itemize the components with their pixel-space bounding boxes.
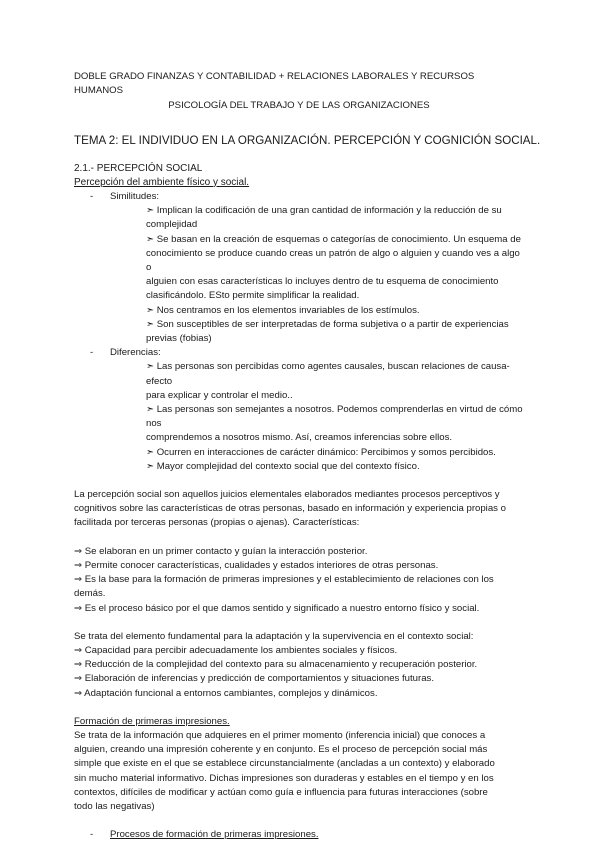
list-line: Se trata del elemento fundamental para la adaptación y la supervivencia en el contexto social:	[74, 630, 474, 642]
list-line: ➣ Mayor complejidad del contexto social que del contexto físico.	[146, 460, 420, 472]
list-line: ➣ Las personas son percibidas como agentes causales, buscan relaciones de causa-efecto	[146, 361, 510, 387]
formacion-title: Formación de primeras impresiones.	[74, 715, 230, 727]
adaptacion-list	[74, 630, 524, 701]
list-line: ⇒ Adaptación funcional a entornos cambiantes, complejos y dinámicos.	[74, 687, 378, 699]
paragraph-line: todo las negativas)	[74, 800, 155, 812]
list-line: ⇒ Permite conocer características, cualidades y estados interiores de otras personas.	[74, 559, 439, 571]
list-line: ⇒ Capacidad para percibir adecuadamente los ambientes sociales y físicos.	[74, 644, 398, 656]
similitudes-list	[110, 204, 524, 346]
list-line: demás.	[74, 588, 106, 600]
procesos-item	[74, 828, 524, 842]
definition-paragraph	[74, 488, 524, 531]
list-line: complejidad	[146, 219, 198, 231]
list-line: alguien con esas características lo incluyes dentro de tu esquema de conocimiento	[146, 276, 499, 288]
list-line: ⇒ Reducción de la complejidad del contexto para su almacenamiento y recuperación posterior.	[74, 659, 478, 671]
list-line: clasificándolo. ESto permite simplificar la realidad.	[146, 290, 360, 302]
paragraph-line: Se trata de la información que adquieres en el primer momento (inferencia inicial) que conoces a	[74, 729, 486, 741]
bullet-dash: -	[90, 347, 94, 359]
list-line: previas (fobias)	[146, 333, 212, 345]
paragraph-line: contextos, difíciles de modificar y actúan como guía e influencia para futuras interacciones (sobre	[74, 786, 488, 798]
paragraph-line: facilitada por terceras personas (propias o ajenas). Características:	[74, 517, 360, 529]
subject-title: PSICOLOGÍA DEL TRABAJO Y DE LAS ORGANIZACIONES	[168, 100, 430, 112]
similitudes-block	[74, 190, 524, 346]
list-line: comprendemos a nosotros mismo. Así, creamos inferencias sobre ellos.	[146, 432, 453, 444]
list-line: para explicar y controlar el medio..	[146, 389, 293, 401]
list-line: ➣ Las personas son semejantes a nosotros. Podemos comprenderlas en virtud de cómo nos	[146, 404, 523, 430]
similitudes-label: Similitudes:	[110, 191, 160, 203]
paragraph-line: alguien, creando una impresión coherente y en conjunto. Es el proceso de percepción social más	[74, 744, 488, 756]
list-line: ➣ Se basan en la creación de esquemas o categorías de conocimiento. Un esquema de	[146, 233, 521, 245]
list-line: ⇒ Es la base para la formación de primeras impresiones y el establecimiento de relaciones con los	[74, 574, 494, 586]
section-title: 2.1.- PERCEPCIÓN SOCIAL	[74, 162, 203, 174]
procesos-title: Procesos de formación de primeras impresiones.	[110, 829, 319, 841]
section-percepcion-social	[74, 162, 524, 190]
tema-title: TEMA 2: EL INDIVIDUO EN LA ORGANIZACIÓN. PERCEPCIÓN Y COGNICIÓN SOCIAL.	[74, 133, 541, 147]
list-line: ➣ Ocurren en interacciones de carácter dinámico: Percibimos y somos percibidos.	[146, 446, 496, 458]
diferencias-block	[74, 346, 524, 474]
list-line: ➣ Nos centramos en los elementos invariables de los estímulos.	[146, 304, 420, 316]
paragraph-line: cognitivos sobre las características de otras personas, basado en información y experiencia propias o	[74, 503, 506, 515]
list-line: ⇒ Es el proceso básico por el que damos sentido y significado a nuestro entorno físico y social.	[74, 602, 480, 614]
bullet-dash: -	[90, 829, 94, 841]
list-line: ➣ Son susceptibles de ser interpretadas de forma subjetiva o a partir de experiencias	[146, 318, 509, 330]
paragraph-line: simple que existe en el que se establece circunstancialmente (ancladas a un contexto) y elaborado	[74, 758, 495, 770]
header-line-2: HUMANOS	[74, 85, 124, 97]
paragraph-line: La percepción social son aquellos juicios elementales elaborados mediantes procesos perceptivos y	[74, 489, 500, 501]
diferencias-label: Diferencias:	[110, 347, 161, 359]
list-line: conocimiento se produce cuando creas un patrón de algo o alguien y cuando ves a algo o	[146, 247, 520, 274]
header-line-1: DOBLE GRADO FINANZAS Y CONTABILIDAD + RELACIONES LABORALES Y RECURSOS	[74, 71, 475, 82]
diferencias-list	[110, 360, 524, 474]
list-line: ⇒ Elaboración de inferencias y predicción de comportamientos y situaciones futuras.	[74, 673, 434, 685]
paragraph-line: sin mucho material informativo. Dichas impresiones son duraderas y estables en el tiempo y en los	[74, 772, 494, 784]
caracteristicas-list	[74, 545, 524, 616]
bullet-dash: -	[90, 191, 94, 203]
list-line: ➣ Implican la codificación de una gran cantidad de información y la reducción de su	[146, 205, 502, 217]
section-subtitle: Percepción del ambiente físico y social.	[74, 176, 250, 188]
formacion-section	[74, 715, 524, 814]
list-line: ⇒ Se elaboran en un primer contacto y guían la interacción posterior.	[74, 545, 368, 557]
